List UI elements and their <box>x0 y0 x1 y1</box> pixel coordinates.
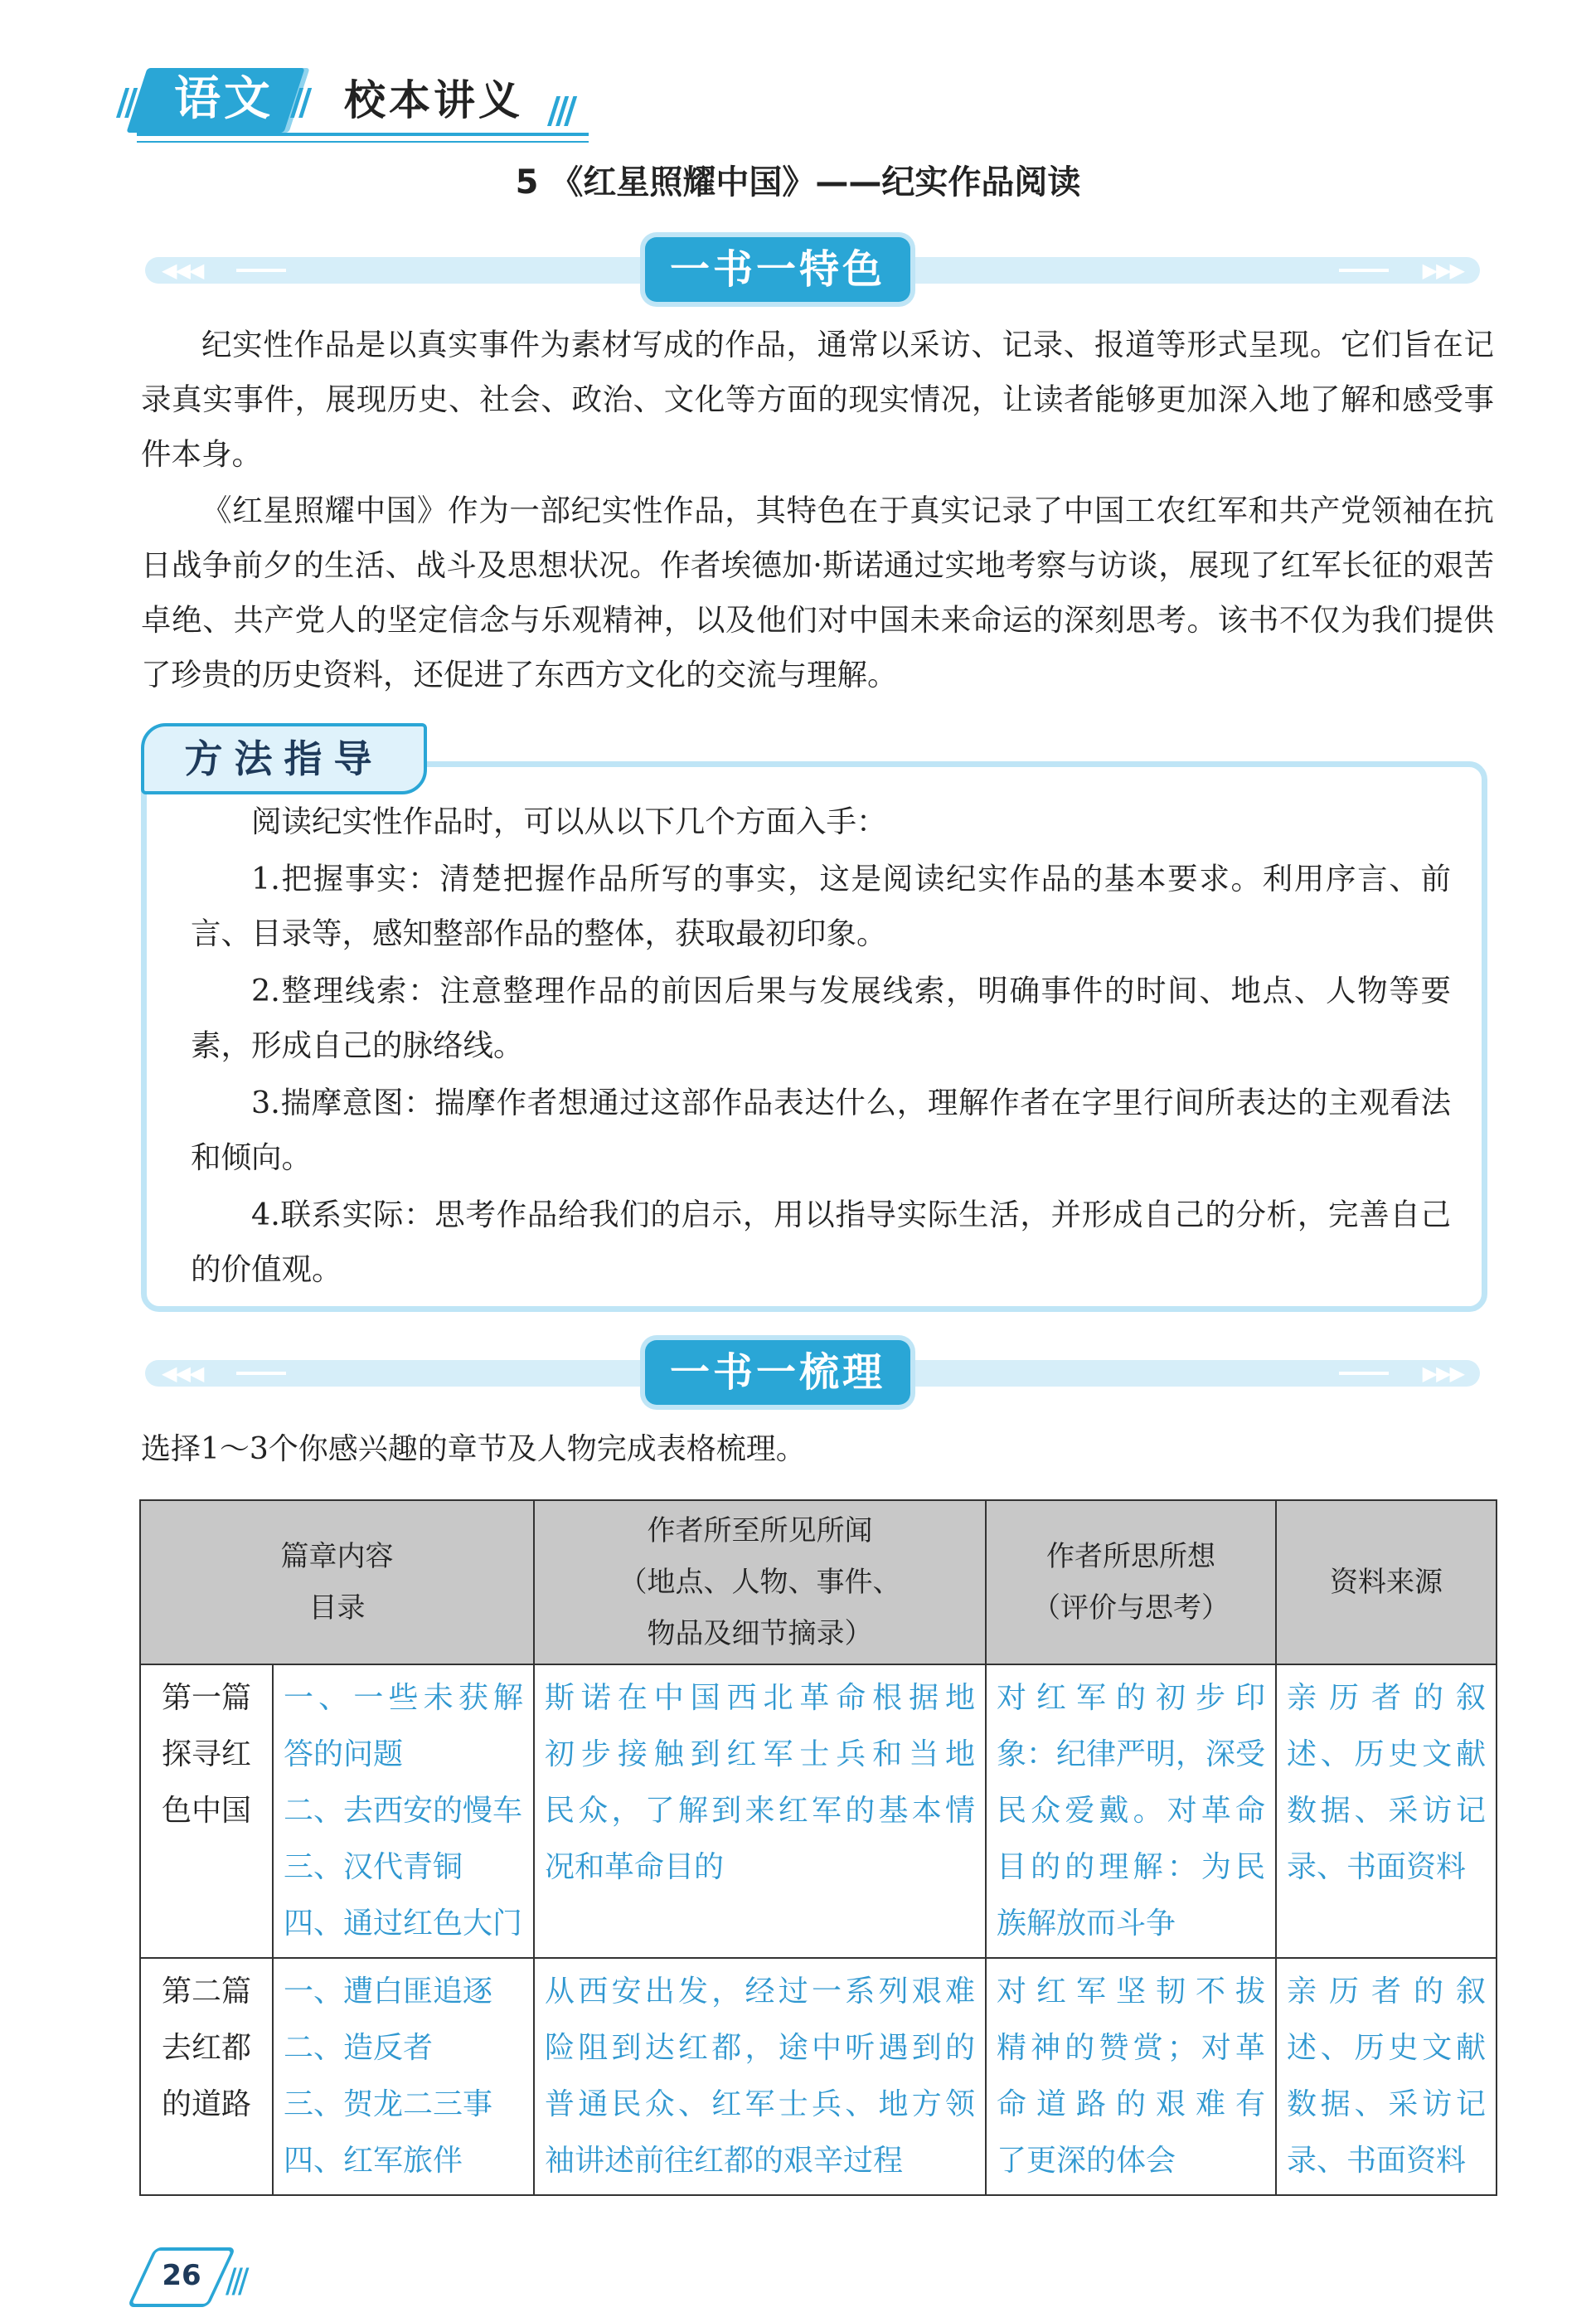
toc-line: 四、红军旅伴 <box>284 2144 463 2178</box>
source-line: 录、书面资料 <box>1287 2144 1467 2178</box>
header-rule-bottom <box>137 141 589 143</box>
table-header-row <box>140 1500 1497 1664</box>
table-row <box>140 1958 1497 2195</box>
section-heading-features: 一书一特色 <box>669 246 885 293</box>
page-number: 26 <box>162 2259 201 2292</box>
source-line: 亲历者的叙 <box>1287 1681 1486 1715</box>
thought-line: 目的的理解：为民 <box>997 1850 1265 1884</box>
source-line: 录、书面资料 <box>1287 1850 1467 1884</box>
method-item-3: 3.揣摩意图：揣摩作者想通过这部作品表达什么，理解作者在字里行间所表达的主观看法和倾向。 <box>191 1085 1451 1175</box>
header-slash-mid: // <box>290 81 308 124</box>
part-line: 去红都 <box>161 2031 251 2065</box>
footer-slash: /// <box>226 2262 245 2300</box>
section-tab-features <box>645 237 910 302</box>
arrow-left-icon: ◀◀◀ <box>162 259 203 282</box>
header-thought <box>986 1500 1276 1664</box>
outline-table <box>139 1499 1497 2196</box>
row2-source <box>1276 1958 1497 2195</box>
method-item-2: 2.整理线索：注意整理作品的前因后果与发展线索，明确事件的时间、地点、人物等要素，形成自己的脉络线。 <box>191 973 1451 1063</box>
header-seen-line: 物品及细节摘录） <box>647 1617 873 1650</box>
source-line: 述、历史文献 <box>1287 1737 1486 1771</box>
row2-thought <box>986 1958 1276 2195</box>
header-thought-line: 作者所思所想 <box>1046 1540 1215 1573</box>
header-seen-line: （地点、人物、事件、 <box>619 1566 901 1599</box>
seen-line: 从西安出发，经过一系列艰难 <box>545 1975 975 2009</box>
row1-thought <box>986 1664 1276 1958</box>
toc-line: 一、一些未获解 <box>284 1681 523 1715</box>
arrow-left-icon: ◀◀◀ <box>162 1362 203 1385</box>
part-line: 探寻红 <box>161 1737 251 1771</box>
table-row <box>140 1664 1497 1958</box>
series-title: 校本讲义 <box>344 76 523 124</box>
intro-paragraph-2: 《红星照耀中国》作为一部纪实性作品，其特色在于真实记录了中国工农红军和共产党领袖在抗日战争前夕的生活、战斗及思想状况。作者埃德加·斯诺通过实地考察与访谈，展现了红军长征的艰苦卓绝、共产党人的坚定信念与乐观精神，以及他们对中国未来命运的深刻思考。该书不仅为我们提供了珍贵的历史资料，还促进了东西方文化的交流与理解。 <box>141 493 1494 692</box>
section-heading-outline: 一书一梳理 <box>669 1349 885 1396</box>
bar-dash-left <box>236 1372 286 1375</box>
header-chapter <box>140 1500 534 1664</box>
header-slash-right: /// <box>547 90 573 132</box>
thought-line: 民众爱戴。对革命 <box>997 1794 1265 1828</box>
method-item-1: 1.把握事实：清楚把握作品所写的事实，这是阅读纪实作品的基本要求。利用序言、前言、目录等，感知整部作品的整体，获取最初印象。 <box>191 861 1451 951</box>
seen-line: 险阻到达红都，途中听遇到的 <box>545 2031 975 2065</box>
arrow-right-icon: ▶▶▶ <box>1422 1362 1463 1385</box>
bar-dash-left <box>236 269 286 272</box>
row2-seen <box>534 1958 986 2195</box>
seen-line: 况和革命目的 <box>545 1850 725 1884</box>
seen-line: 初步接触到红军士兵和当地 <box>545 1737 975 1771</box>
seen-line: 斯诺在中国西北革命根据地 <box>545 1681 975 1715</box>
thought-line: 象：纪律严明，深受 <box>997 1737 1266 1771</box>
source-line: 数据、采访记 <box>1287 1794 1486 1828</box>
seen-line: 普通民众、红军士兵、地方领 <box>545 2087 975 2121</box>
bar-dash-right <box>1339 1372 1389 1375</box>
part-line: 第二篇 <box>161 1975 251 2009</box>
source-line: 数据、采访记 <box>1287 2087 1486 2121</box>
row2-toc <box>273 1958 534 2195</box>
method-item-4: 4.联系实际：思考作品给我们的启示，用以指导实际生活，并形成自己的分析，完善自己的价值观。 <box>191 1197 1451 1287</box>
bar-dash-right <box>1339 269 1389 272</box>
thought-line: 了更深的体会 <box>997 2144 1176 2178</box>
thought-line: 命道路的艰难有 <box>997 2087 1265 2121</box>
header-source <box>1276 1500 1497 1664</box>
method-tab <box>141 723 427 794</box>
row1-toc <box>273 1664 534 1958</box>
source-line: 述、历史文献 <box>1287 2031 1486 2065</box>
thought-line: 对红军坚韧不拔 <box>997 1975 1265 2009</box>
seen-line: 民众，了解到来红军的基本情 <box>545 1794 975 1828</box>
source-line: 亲历者的叙 <box>1287 1975 1486 2009</box>
header-thought-line: （评价与思考） <box>1032 1591 1230 1625</box>
header-seen-line: 作者所至所见所闻 <box>647 1514 873 1547</box>
toc-line: 二、去西安的慢车 <box>284 1794 523 1828</box>
row2-part <box>140 1958 273 2195</box>
thought-line: 对红军的初步印 <box>997 1681 1265 1715</box>
toc-line: 三、汉代青铜 <box>284 1850 463 1884</box>
intro-paragraph-1: 纪实性作品是以真实事件为素材写成的作品，通常以采访、记录、报道等形式呈现。它们旨在记录真实事件，展现历史、社会、政治、文化等方面的现实情况，让读者能够更加深入地了解和感受事件本身。 <box>141 327 1494 472</box>
thought-line: 族解放而斗争 <box>997 1907 1176 1941</box>
row1-source <box>1276 1664 1497 1958</box>
header-seen <box>534 1500 986 1664</box>
seen-line: 袖讲述前往红都的艰辛过程 <box>545 2144 904 2178</box>
method-heading: 方法指导 <box>184 736 384 781</box>
toc-line: 答的问题 <box>284 1737 404 1771</box>
row1-seen <box>534 1664 986 1958</box>
part-line: 的道路 <box>161 2087 251 2121</box>
header-chapter-line: 篇章内容 <box>280 1540 394 1573</box>
toc-line: 三、贺龙二三事 <box>284 2087 493 2121</box>
method-intro: 阅读纪实性作品时，可以从以下几个方面入手： <box>251 804 887 839</box>
section-tab-outline <box>645 1340 910 1405</box>
header-chapter-line: 目录 <box>308 1591 366 1625</box>
subject-label: 语文 <box>174 72 274 126</box>
arrow-right-icon: ▶▶▶ <box>1422 259 1463 282</box>
header-source-line: 资料来源 <box>1330 1566 1443 1599</box>
header-slash-left: // <box>116 81 133 124</box>
part-line: 色中国 <box>161 1794 251 1828</box>
thought-line: 精神的赞赏；对革 <box>997 2031 1265 2065</box>
table-instruction: 选择1～3个你感兴趣的章节及人物完成表格梳理。 <box>141 1432 806 1466</box>
row1-part <box>140 1664 273 1958</box>
toc-line: 四、通过红色大门 <box>284 1907 523 1941</box>
toc-line: 一、遭白匪追逐 <box>284 1975 493 2009</box>
page-title: 5 《红星照耀中国》——纪实作品阅读 <box>515 163 1081 202</box>
part-line: 第一篇 <box>161 1681 251 1715</box>
header-rule-top <box>137 133 589 136</box>
toc-line: 二、造反者 <box>284 2031 434 2065</box>
